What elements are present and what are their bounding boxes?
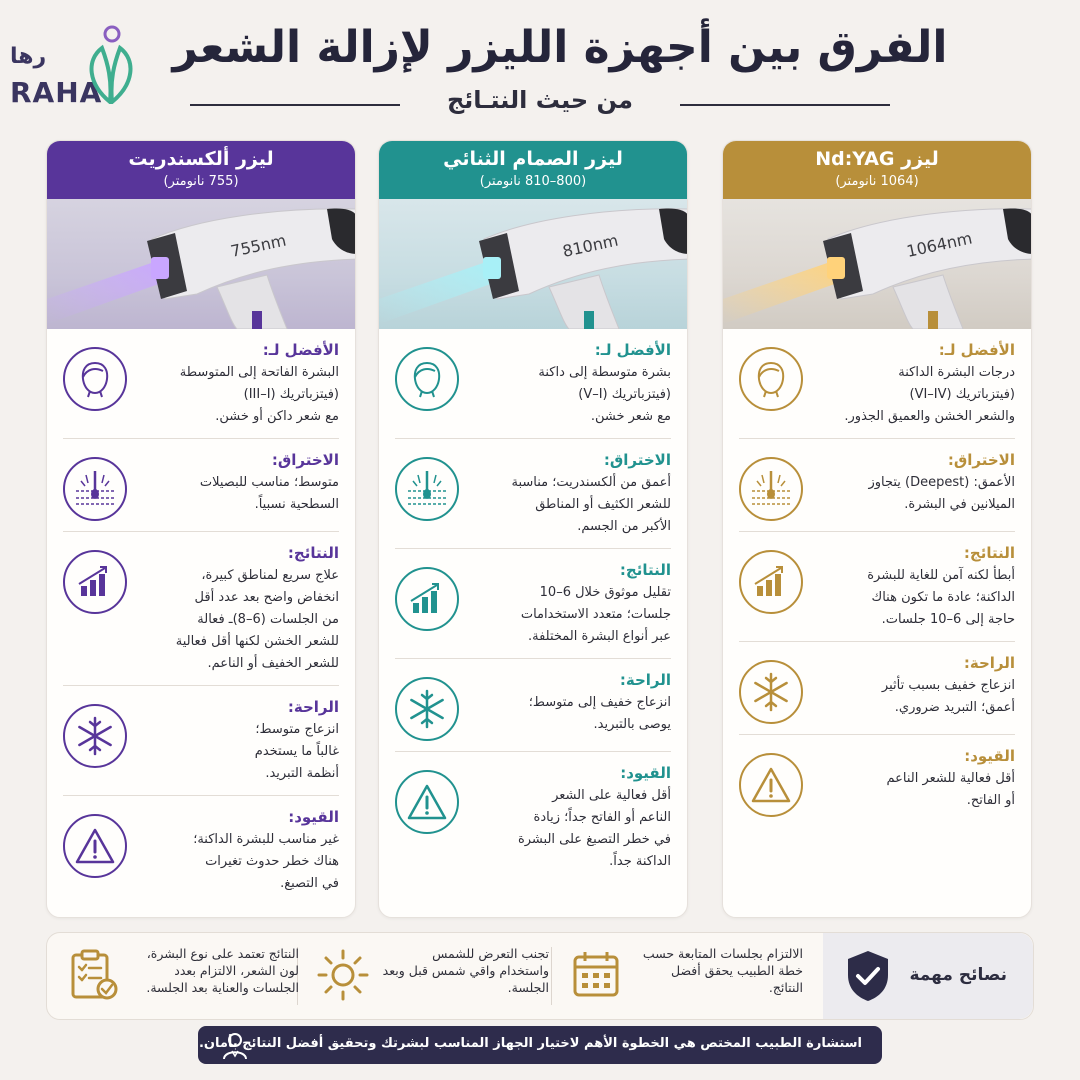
section-line: أقل فعالية للشعر الناعم bbox=[886, 771, 1015, 786]
brand-logo bbox=[10, 14, 140, 109]
section-text bbox=[127, 451, 339, 516]
section-value bbox=[469, 472, 671, 538]
clipboard-icon bbox=[65, 947, 121, 1003]
section-line: متوسط؛ مناسب للبصيلات bbox=[199, 475, 339, 490]
section-line: أعمق من ألكسندريت؛ مناسبة bbox=[511, 475, 671, 490]
leaf-logo-icon bbox=[82, 14, 138, 104]
section-text bbox=[803, 747, 1015, 812]
section-label: الأفضل لـ: bbox=[594, 341, 671, 359]
section-value bbox=[469, 785, 671, 873]
section-line: بشرة متوسطة إلى داكنة bbox=[538, 365, 671, 380]
section-value bbox=[137, 362, 339, 428]
section-line: للشعر الخفيف أو الناعم. bbox=[207, 656, 339, 671]
section-2 bbox=[63, 532, 339, 686]
section-line: (فيتزباتريك (III–I) bbox=[243, 387, 339, 402]
page-subtitle: من حيث النتـائج bbox=[446, 86, 634, 114]
section-line: في التصبغ. bbox=[280, 876, 339, 891]
section-line: أعمق؛ التبريد ضروري. bbox=[894, 700, 1015, 715]
snowflake-icon bbox=[63, 704, 127, 768]
section-4 bbox=[395, 752, 671, 883]
section-label: الراحة: bbox=[619, 671, 671, 689]
section-label: الراحة: bbox=[963, 654, 1015, 672]
section-label: الاختراق: bbox=[271, 451, 339, 469]
section-4 bbox=[739, 735, 1015, 827]
laser-device-image bbox=[379, 199, 687, 329]
laser-wavelength: (755 نانومتر) bbox=[163, 174, 239, 189]
section-text bbox=[127, 808, 339, 895]
snowflake-icon bbox=[395, 677, 459, 741]
section-line: درجات البشرة الداكنة bbox=[898, 365, 1015, 380]
section-value bbox=[137, 565, 339, 675]
section-line: يوصى بالتبريد. bbox=[593, 717, 671, 732]
section-line: انخفاض واضح بعد عدد أقل bbox=[194, 590, 339, 605]
shield-check-icon bbox=[845, 949, 891, 1003]
hair-follicle-icon bbox=[63, 457, 127, 521]
section-value bbox=[813, 565, 1015, 631]
section-4 bbox=[63, 796, 339, 905]
divider bbox=[190, 104, 400, 106]
section-line: أو الفاتح. bbox=[966, 793, 1015, 808]
section-3 bbox=[395, 659, 671, 752]
section-value bbox=[137, 829, 339, 895]
section-2 bbox=[739, 532, 1015, 642]
section-label: القيود: bbox=[288, 808, 339, 826]
warning-icon bbox=[395, 770, 459, 834]
laser-wavelength: (800–810 نانومتر) bbox=[479, 174, 587, 189]
section-text bbox=[459, 671, 671, 736]
section-line: (فيتزباتريك (V–I) bbox=[578, 387, 671, 402]
footer-text: استشارة الطبيب المختص هي الخطوة الأهم لاختيار الجهاز المناسب لبشرتك وتحقيق أفضل النتائج بأمان. bbox=[198, 1036, 862, 1051]
section-text bbox=[459, 764, 671, 873]
section-label: الاختراق: bbox=[603, 451, 671, 469]
column-alex bbox=[46, 140, 356, 918]
laser-handpiece-icon bbox=[379, 199, 687, 329]
column-sections bbox=[47, 329, 355, 905]
section-label: القيود: bbox=[964, 747, 1015, 765]
section-line: علاج سريع لمناطق كبيرة، bbox=[201, 568, 339, 583]
tips-title: نصائح مهمة bbox=[909, 965, 1007, 985]
face-icon bbox=[739, 347, 803, 411]
brand-latin: RAHA bbox=[10, 76, 103, 109]
section-line: غالباً ما يستخدم bbox=[254, 744, 339, 759]
divider bbox=[680, 104, 890, 106]
laser-name: ليزر Nd:YAG bbox=[815, 148, 939, 170]
section-line: عبر أنواع البشرة المختلفة. bbox=[527, 629, 671, 644]
section-text bbox=[127, 341, 339, 428]
subtitle-row bbox=[190, 86, 890, 120]
tips-panel bbox=[46, 932, 1034, 1020]
section-0 bbox=[395, 329, 671, 439]
column-header bbox=[47, 141, 355, 199]
section-value bbox=[137, 472, 339, 516]
section-label: النتائج: bbox=[287, 544, 339, 562]
section-label: الأفضل لـ: bbox=[938, 341, 1015, 359]
section-line: الأعمق: (Deepest) يتجاوز bbox=[868, 475, 1015, 490]
laser-handpiece-icon bbox=[723, 199, 1031, 329]
section-line: للشعر الكثيف أو المناطق bbox=[535, 497, 671, 512]
warning-icon bbox=[63, 814, 127, 878]
section-value bbox=[813, 362, 1015, 428]
section-line: والشعر الخشن والعميق الجذور. bbox=[844, 409, 1015, 424]
section-line: تقليل موثوق خلال 6–10 bbox=[539, 585, 671, 600]
laser-handpiece-icon bbox=[47, 199, 355, 329]
section-value bbox=[469, 692, 671, 736]
section-line: جلسات؛ متعدد الاستخدامات bbox=[520, 607, 671, 622]
section-text bbox=[459, 341, 671, 428]
section-line: من الجلسات (6–8)ـ فعالة bbox=[197, 612, 339, 627]
section-text bbox=[803, 544, 1015, 631]
hair-follicle-icon bbox=[739, 457, 803, 521]
section-2 bbox=[395, 549, 671, 659]
bar-chart-icon bbox=[395, 567, 459, 631]
section-value bbox=[813, 472, 1015, 516]
section-0 bbox=[63, 329, 339, 439]
section-line: أقل فعالية على الشعر bbox=[552, 788, 671, 803]
bar-chart-icon bbox=[739, 550, 803, 614]
section-line: الميلانين في البشرة. bbox=[904, 497, 1015, 512]
section-text bbox=[803, 341, 1015, 428]
calendar-icon bbox=[569, 947, 625, 1003]
section-1 bbox=[739, 439, 1015, 532]
section-line: انزعاج خفيف بسبب تأثير bbox=[881, 678, 1015, 693]
section-line: انزعاج متوسط؛ bbox=[255, 722, 339, 737]
device-wavelength-label: 810nm bbox=[560, 230, 620, 261]
laser-device-image bbox=[723, 199, 1031, 329]
sun-icon bbox=[315, 947, 371, 1003]
tips-header bbox=[823, 933, 1033, 1019]
section-0 bbox=[739, 329, 1015, 439]
tip-item-followup bbox=[563, 941, 803, 1011]
section-line: الأكبر من الجسم. bbox=[577, 519, 671, 534]
snowflake-icon bbox=[739, 660, 803, 724]
section-label: الأفضل لـ: bbox=[262, 341, 339, 359]
section-label: النتائج: bbox=[619, 561, 671, 579]
section-label: الاختراق: bbox=[947, 451, 1015, 469]
laser-name: ليزر الصمام الثنائي bbox=[443, 148, 623, 170]
tip-text: الالتزام بجلسات المتابعة حسب خطة الطبيب يحقق أفضل النتائج. bbox=[642, 946, 803, 995]
section-3 bbox=[63, 686, 339, 796]
section-value bbox=[813, 675, 1015, 719]
column-header bbox=[379, 141, 687, 199]
section-line: أنظمة التبريد. bbox=[265, 766, 339, 781]
column-sections bbox=[379, 329, 687, 883]
face-icon bbox=[63, 347, 127, 411]
column-diode bbox=[378, 140, 688, 918]
laser-name: ليزر ألكسندريت bbox=[128, 148, 274, 170]
section-line: أبطأ لكنه آمن للغاية للبشرة bbox=[867, 568, 1015, 583]
face-icon bbox=[395, 347, 459, 411]
section-line: غير مناسب للبشرة الداكنة؛ bbox=[193, 832, 339, 847]
device-wavelength-label: 755nm bbox=[228, 230, 288, 261]
section-line: للشعر الخشن لكنها أقل فعالية bbox=[175, 634, 339, 649]
section-line: في خطر التصبغ على البشرة bbox=[517, 832, 671, 847]
section-text bbox=[459, 561, 671, 648]
warning-icon bbox=[739, 753, 803, 817]
section-label: النتائج: bbox=[963, 544, 1015, 562]
hair-follicle-icon bbox=[395, 457, 459, 521]
column-sections bbox=[723, 329, 1031, 827]
section-line: مع شعر داكن أو خشن. bbox=[215, 409, 339, 424]
section-line: البشرة الفاتحة إلى المتوسطة bbox=[179, 365, 339, 380]
section-3 bbox=[739, 642, 1015, 735]
laser-device-image bbox=[47, 199, 355, 329]
device-wavelength-label: 1064nm bbox=[904, 228, 974, 261]
tip-item-sun bbox=[309, 941, 549, 1011]
column-header bbox=[723, 141, 1031, 199]
tip-item-results bbox=[59, 941, 299, 1011]
section-value bbox=[469, 362, 671, 428]
section-line: السطحية نسبياً. bbox=[254, 497, 339, 512]
section-label: القيود: bbox=[620, 764, 671, 782]
section-1 bbox=[395, 439, 671, 549]
footer-banner bbox=[198, 1026, 882, 1064]
section-value bbox=[469, 582, 671, 648]
section-line: حاجة إلى 6–10 جلسات. bbox=[881, 612, 1015, 627]
section-text bbox=[803, 654, 1015, 719]
tip-text: النتائج تعتمد على نوع البشرة، لون الشعر، الالتزام بعدد الجلسات والعناية بعد الجلسة. bbox=[146, 946, 299, 995]
section-line: (فيتزباتريك (VI–IV) bbox=[909, 387, 1015, 402]
section-line: الداكنة؛ عادة ما تكون هناك bbox=[871, 590, 1015, 605]
column-yag bbox=[722, 140, 1032, 918]
section-value bbox=[137, 719, 339, 785]
bar-chart-icon bbox=[63, 550, 127, 614]
page-title: الفرق بين أجهزة الليزر لإزالة الشعر bbox=[172, 22, 948, 73]
section-1 bbox=[63, 439, 339, 532]
section-text bbox=[127, 698, 339, 785]
section-text bbox=[459, 451, 671, 538]
section-line: الداكنة جداً. bbox=[609, 854, 671, 869]
section-line: هناك خطر حدوث تغيرات bbox=[205, 854, 339, 869]
section-value bbox=[813, 768, 1015, 812]
section-line: الناعم أو الفاتح جداً؛ زيادة bbox=[533, 810, 671, 825]
section-label: الراحة: bbox=[287, 698, 339, 716]
section-text bbox=[803, 451, 1015, 516]
section-line: انزعاج خفيف إلى متوسط؛ bbox=[528, 695, 671, 710]
section-text bbox=[127, 544, 339, 675]
section-line: مع شعر خشن. bbox=[590, 409, 671, 424]
brand-arabic: رها bbox=[10, 44, 47, 69]
divider bbox=[551, 947, 552, 1005]
laser-wavelength: (1064 نانومتر) bbox=[835, 174, 919, 189]
tip-text: تجنب التعرض للشمس واستخدام واقي شمس قبل وبعد الجلسة. bbox=[382, 946, 549, 995]
